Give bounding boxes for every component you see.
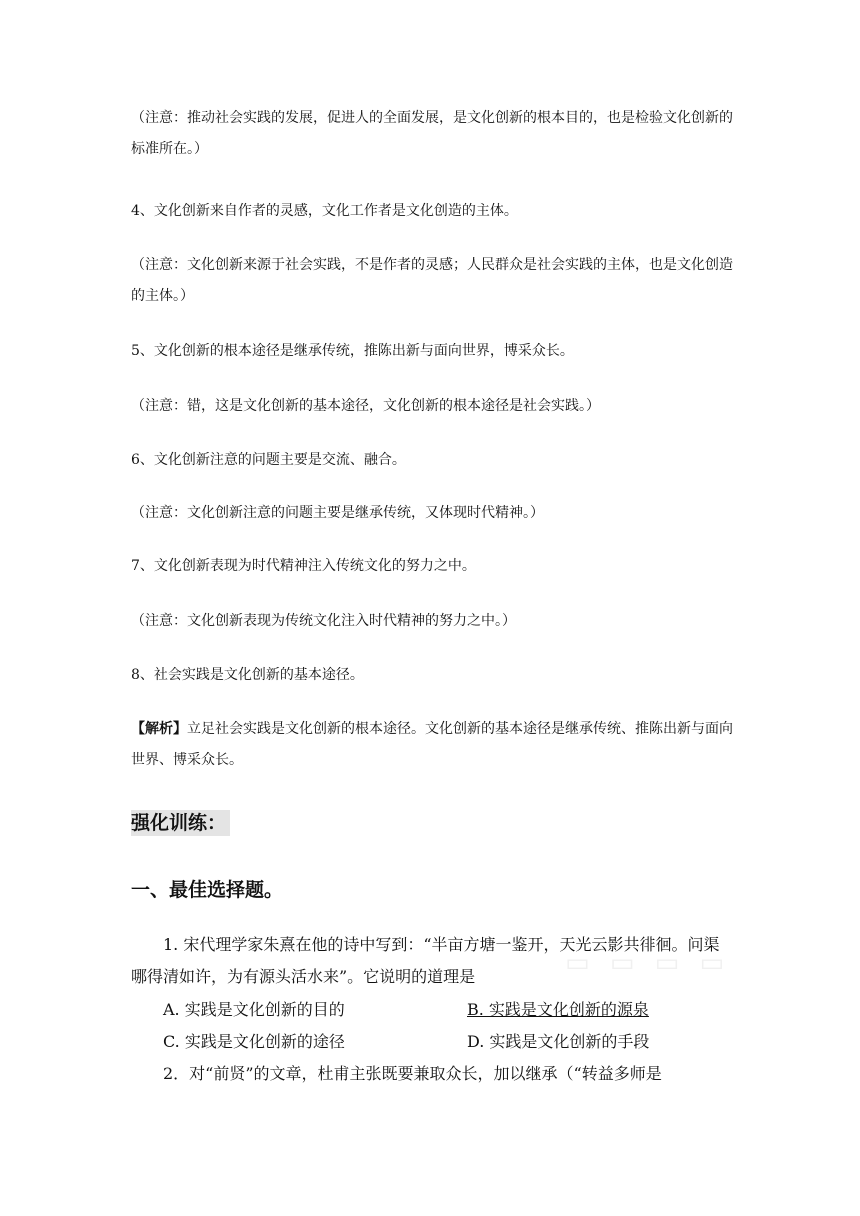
- section-heading: 一、最佳选择题。: [131, 879, 284, 901]
- item-7: 7、文化创新表现为时代精神注入传统文化的努力之中。: [131, 558, 476, 574]
- analysis-paragraph: [131, 714, 735, 776]
- item-5: 5、文化创新的根本途径是继承传统，推陈出新与面向世界，博采众长。: [131, 343, 574, 359]
- note-6: （注意：文化创新注意的问题主要是继承传统，又体现时代精神。）: [131, 505, 544, 521]
- q1-option-c[interactable]: C. 实践是文化创新的途径: [163, 1032, 345, 1051]
- note-5: （注意：错，这是文化创新的基本途径，文化创新的根本途径是社会实践。）: [131, 398, 600, 414]
- training-heading: 强化训练：: [131, 808, 230, 835]
- q1-option-b[interactable]: B. 实践是文化创新的源泉: [467, 1000, 649, 1019]
- q1-option-a[interactable]: A. 实践是文化创新的目的: [163, 1000, 345, 1019]
- note-4: （注意：文化创新来源于社会实践，不是作者的灵感；人民群众是社会实践的主体，也是文化创造的主体。）: [131, 257, 733, 304]
- note-3: （注意：推动社会实践的发展，促进人的全面发展，是文化创新的根本目的，也是检验文化创新的标准所在。）: [131, 110, 733, 157]
- q1-option-d[interactable]: D. 实践是文化创新的手段: [467, 1032, 650, 1051]
- question-2-text: 2．对“前贤”的文章，杜甫主张既要兼取众长，加以继承（“转益多师是: [163, 1064, 662, 1083]
- watermark: ▭ ▭ ▭ ▭: [565, 948, 731, 978]
- item-4: 4、文化创新来自作者的灵感，文化工作者是文化创造的主体。: [131, 203, 518, 219]
- analysis-label: 【解析】: [131, 721, 187, 737]
- item-8: 8、社会实践是文化创新的基本途径。: [131, 667, 364, 683]
- question-1-text: 1. 宋代理学家朱熹在他的诗中写到：“半亩方塘一鉴开，天光云影共徘徊。问渠哪得清如许，为有源头活水来”。它说明的道理是: [131, 935, 720, 986]
- item-6: 6、文化创新注意的问题主要是交流、融合。: [131, 452, 406, 468]
- note-7: （注意：文化创新表现为传统文化注入时代精神的努力之中。）: [131, 613, 516, 629]
- analysis-text: 立足社会实践是文化创新的根本途径。文化创新的基本途径是继承传统、推陈出新与面向世界、博采众长。: [131, 721, 733, 768]
